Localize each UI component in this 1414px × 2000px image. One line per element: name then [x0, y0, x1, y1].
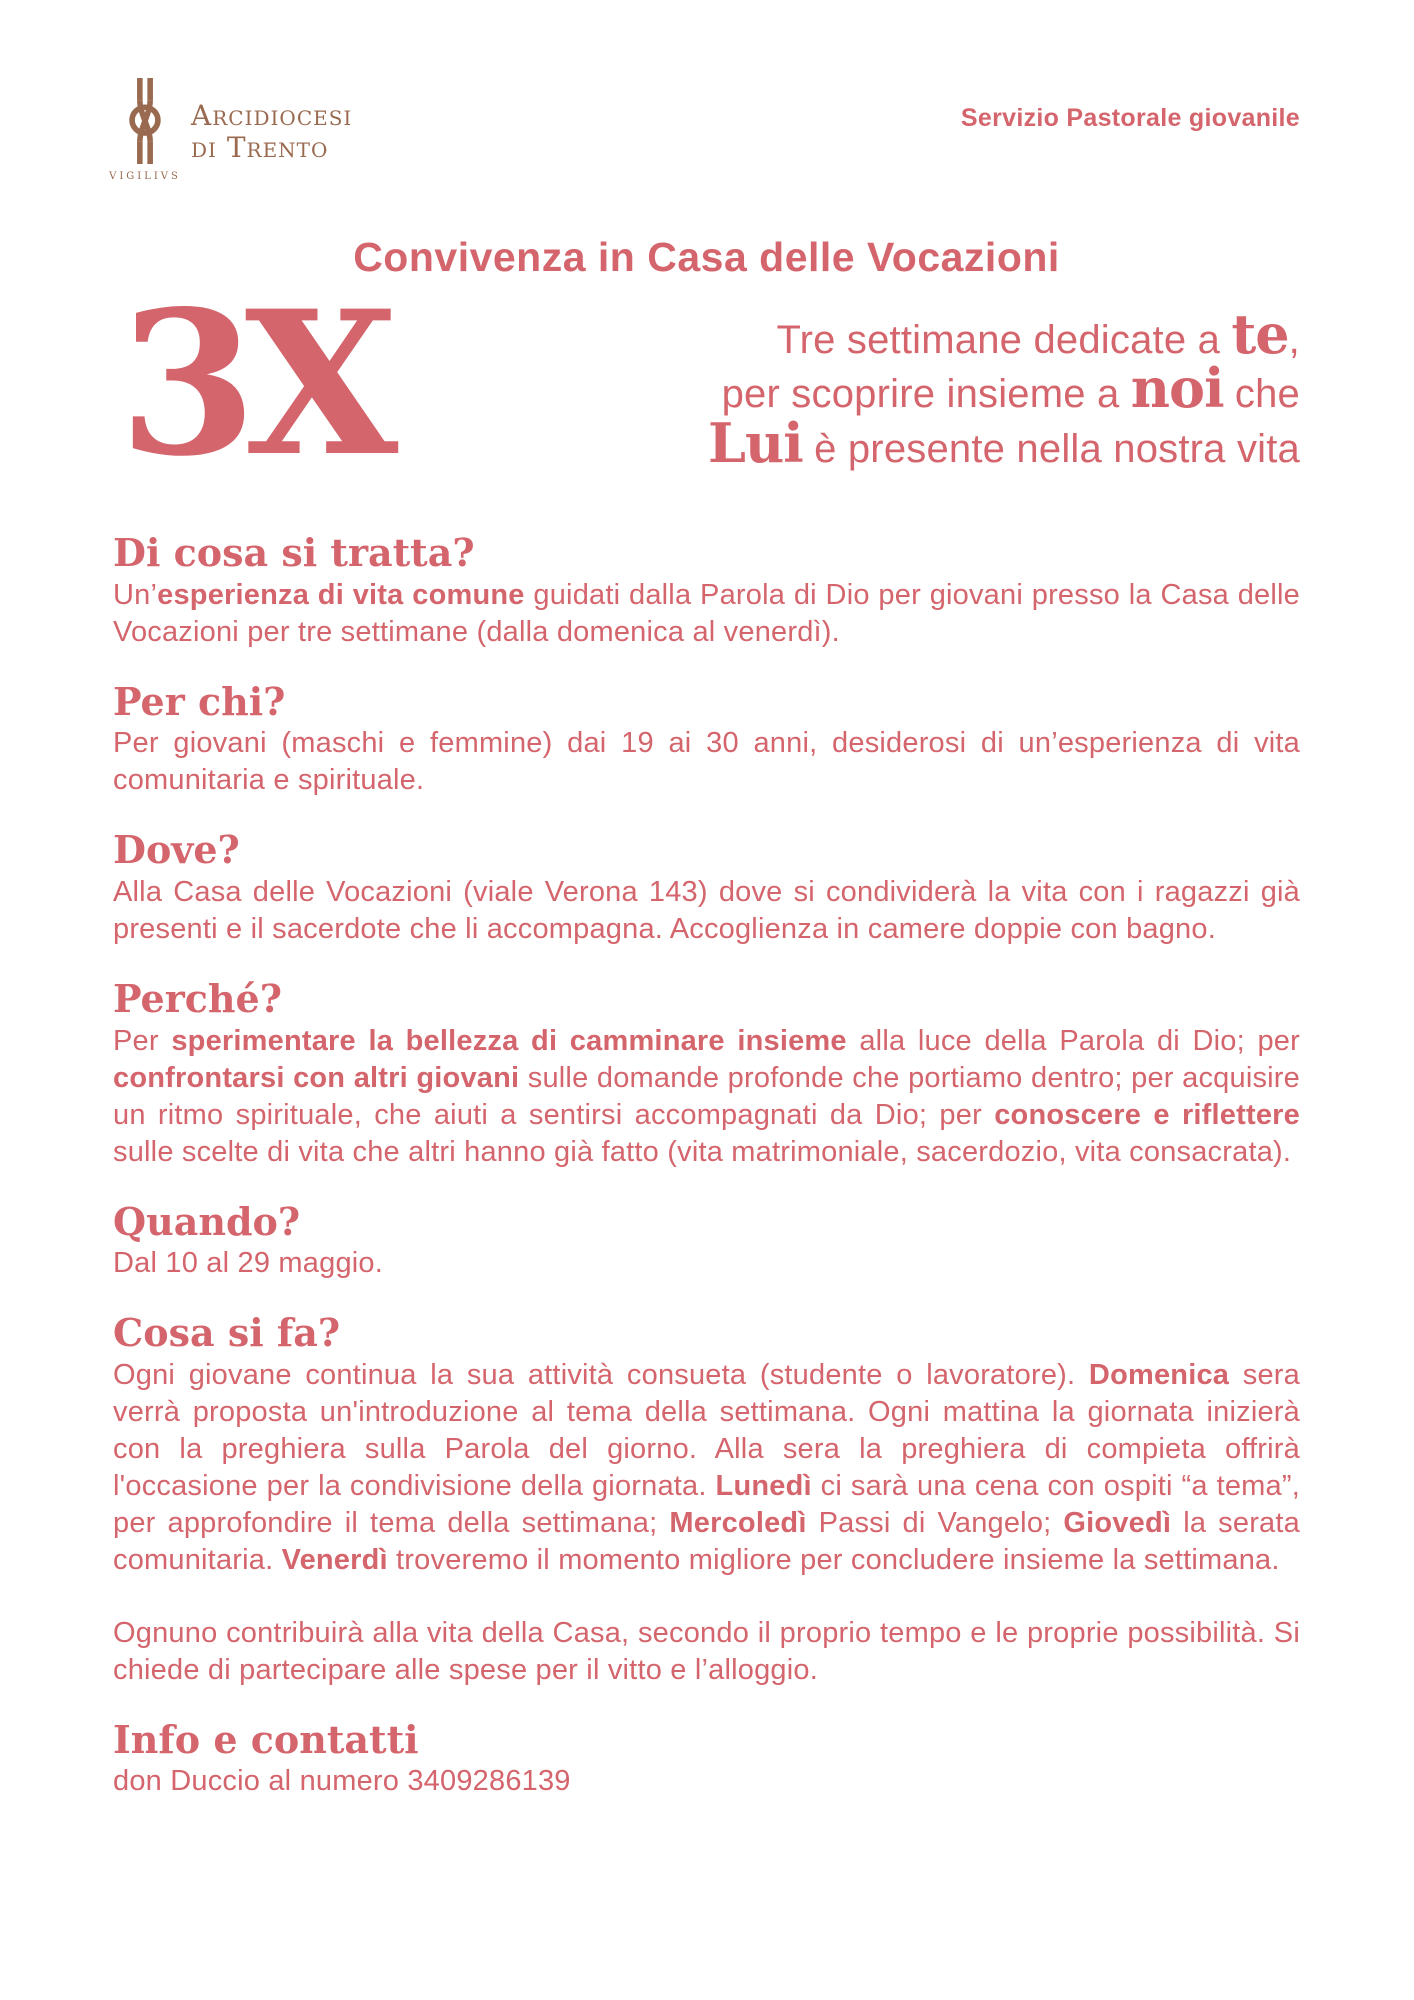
- hero-line-2: per scoprire insieme a noi che: [721, 356, 1300, 421]
- section-paragraph: Ognuno contribuirà alla vita della Casa, secondo il proprio tempo e le proprie possibilità. Si chiede di partecipare alle spese per il vitto e l’alloggio.: [113, 1616, 1300, 1686]
- section: [113, 1200, 1300, 1283]
- logo-text: [191, 78, 352, 164]
- sections: [113, 531, 1300, 1800]
- section-paragraph: Per giovani (maschi e femmine) dai 19 ai 30 anni, desiderosi di un’esperienza di vita comunitaria e spirituale.: [113, 727, 1300, 797]
- section: [113, 828, 1300, 948]
- section: [113, 531, 1300, 651]
- logo-org-line2: di Trento: [191, 131, 329, 165]
- hero: [113, 267, 1300, 500]
- hero-line-3: Lui è presente nella nostra vita: [708, 410, 1300, 475]
- hero-em-te: te: [1231, 302, 1289, 366]
- hero-tagline: [386, 289, 1300, 476]
- hero-3x: 3X: [119, 267, 387, 500]
- section-paragraph: Dal 10 al 29 maggio.: [113, 1247, 383, 1280]
- diocese-logo: [109, 78, 353, 182]
- section: [113, 977, 1300, 1171]
- service-label: Servizio Pastorale giovanile: [960, 104, 1300, 132]
- knot-icon: [114, 78, 176, 169]
- page-title: Convivenza in Casa delle Vocazioni: [353, 234, 1060, 280]
- section-heading: Di cosa si tratta?: [113, 530, 475, 576]
- logo-emblem: [109, 78, 181, 182]
- logo-org-line1: Arcidiocesi: [191, 99, 353, 132]
- section-heading: Per chi?: [113, 678, 286, 724]
- section: [113, 680, 1300, 800]
- hero-em-lui: Lui: [708, 410, 803, 475]
- section-heading: Perché?: [113, 975, 282, 1021]
- hero-em-noi: noi: [1130, 356, 1224, 421]
- section: [113, 1718, 1300, 1801]
- logo-motto: VIGILIVS: [109, 171, 181, 182]
- section-paragraph: Ogni giovane continua la sua attività consueta (studente o lavoratore). Domenica sera verrà proposta un'introduzione al tema della settimana. Ogni mattina la giornata inizierà con la preghiera sulla Parola del giorno. Alla sera la preghiera di compieta offrirà l'occasione per la condivisione della giornata. Lunedì ci sarà una cena con ospiti “a tema”, per approfondire il tema della settimana; Mercoledì Passi di Vangelo; Giovedì la serata comunitaria. Venerdì troveremo il momento migliore per concludere insieme la settimana.: [113, 1358, 1300, 1576]
- section-heading: Cosa si fa?: [113, 1310, 341, 1356]
- hero-line-1: Tre settimane dedicate a te,: [776, 302, 1300, 366]
- section-paragraph: Per sperimentare la bellezza di camminare insieme alla luce della Parola di Dio; per confrontarsi con altri giovani sulle domande profonde che portiamo dentro; per acquisire un ritmo spirituale, che aiuti a sentirsi accompagnati da Dio; per conoscere e riflettere sulle scelte di vita che altri hanno già fatto (vita matrimoniale, sacerdozio, vita consacrata).: [113, 1024, 1300, 1168]
- section-heading: Dove?: [113, 827, 240, 873]
- section: [113, 1311, 1300, 1688]
- section-paragraph: don Duccio al numero 3409286139: [113, 1765, 571, 1798]
- section-paragraph: Un’esperienza di vita comune guidati dalla Parola di Dio per giovani presso la Casa delle Vocazioni per tre settimane (dalla domenica al venerdì).: [113, 578, 1300, 648]
- section-paragraph: Alla Casa delle Vocazioni (viale Verona 143) dove si condividerà la vita con i ragazzi già presenti e il sacerdote che li accompagna. Accoglienza in camere doppie con bagno.: [113, 876, 1300, 945]
- section-heading: Quando?: [113, 1198, 301, 1244]
- section-heading: Info e contatti: [113, 1716, 419, 1762]
- header: [109, 78, 1300, 182]
